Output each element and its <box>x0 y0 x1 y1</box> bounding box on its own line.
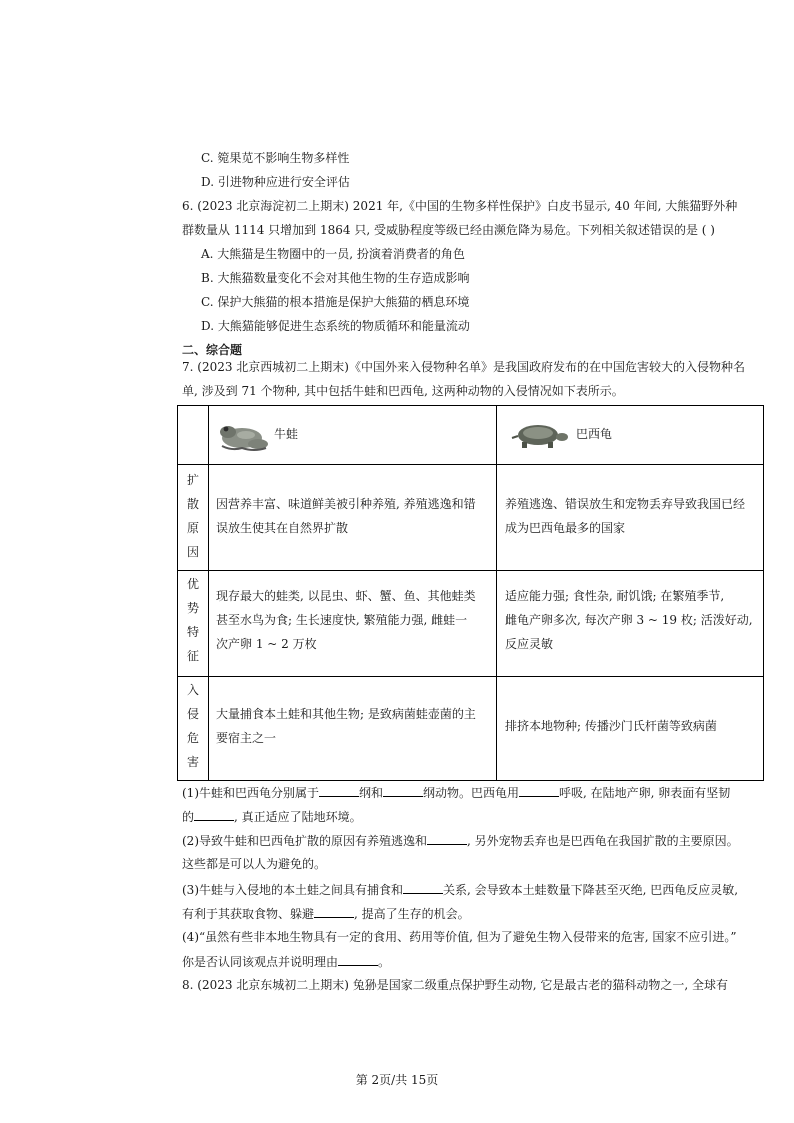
q7-sub1-line1: (1)牛蛙和巴西龟分别属于 纲和 纲动物。巴西龟用 呼吸, 在陆地产卵, 卵表面有坚韧 <box>182 786 731 800</box>
answer-blank[interactable] <box>319 784 359 797</box>
q7-sub2-line2: 这些都是可以人为避免的。 <box>182 857 327 871</box>
answer-blank[interactable] <box>338 953 378 966</box>
cell-turtle-spread: 养殖逃逸、错误放生和宠物丢弃导致我国已经 成为巴西龟最多的国家 <box>505 497 746 535</box>
table-divider <box>208 406 209 780</box>
answer-blank[interactable] <box>314 905 354 918</box>
row-label-spread-cause: 扩 散 原 因 <box>186 473 199 559</box>
row-label-advantage: 优 势 特 征 <box>186 577 199 663</box>
q6-stem-line2: 群数量从 1114 只增加到 1864 只, 受威胁程度等级已经由濒危降为易危。下列相关叙述错误的是 ( ) <box>182 223 715 237</box>
table-divider <box>178 464 763 465</box>
cell-bullfrog-harm: 大量捕食本土蛙和其他生物; 是致病菌蛙壶菌的主 要宿主之一 <box>216 707 476 745</box>
q6-option-d: D. 大熊猫能够促进生态系统的物质循环和能量流动 <box>201 319 470 333</box>
answer-blank[interactable] <box>427 832 467 845</box>
table-divider <box>496 406 497 780</box>
q5-option-d: D. 引进物种应进行安全评估 <box>201 175 350 189</box>
page-number: 第 2页/共 15页 <box>355 1073 439 1087</box>
table-divider <box>178 676 763 677</box>
answer-blank[interactable] <box>519 784 559 797</box>
q8-stem-line1: 8. (2023 北京东城初二上期末) 兔狲是国家二级重点保护野生动物, 它是最古老的猫科动物之一, 全球有 <box>182 978 729 992</box>
cell-bullfrog-advantage: 现存最大的蛙类, 以昆虫、虾、蟹、鱼、其他蛙类 甚至水鸟为食; 生长速度快, 繁殖能力强, 雌蛙一 次产卵 1 ~ 2 万枚 <box>216 589 476 651</box>
q7-sub3-line1: (3)牛蛙与入侵地的本土蛙之间具有捕食和 关系, 会导致本土蛙数量下降甚至灭绝, 巴西龟反应灵敏, <box>182 883 739 897</box>
table-divider <box>178 570 763 571</box>
q7-sub3-line2: 有利于其获取食物、躲避 , 提高了生存的机会。 <box>182 907 470 921</box>
turtle-image <box>508 418 570 460</box>
cell-turtle-advantage: 适应能力强; 食性杂, 耐饥饿; 在繁殖季节, 雌龟产卵多次, 每次产卵 3 ~ 19 枚; 活泼好动, 反应灵敏 <box>505 589 753 651</box>
q5-option-c: C. 箢果苋不影响生物多样性 <box>201 151 350 165</box>
q7-stem-line1: 7. (2023 北京西城初二上期末)《中国外来入侵物种名单》是我国政府发布的在中国危害较大的入侵物种名 <box>182 360 745 374</box>
cell-turtle-harm: 排挤本地物种; 传播沙门氏杆菌等致病菌 <box>505 719 717 733</box>
col-header-bullfrog: 牛蛙 <box>274 427 299 441</box>
q6-option-a: A. 大熊猫是生物圈中的一员, 扮演着消费者的角色 <box>201 247 465 261</box>
section-heading: 二、综合题 <box>182 343 243 357</box>
answer-blank[interactable] <box>403 881 443 894</box>
q7-sub2-line1: (2)导致牛蛙和巴西龟扩散的原因有养殖逃逸和 , 另外宠物丢弃也是巴西龟在我国扩散的主要原因。 <box>182 834 739 848</box>
bullfrog-image <box>218 418 270 460</box>
q7-stem-line2: 单, 涉及到 71 个物种, 其中包括牛蛙和巴西龟, 这两种动物的入侵情况如下表所示。 <box>182 384 624 398</box>
invasive-species-table <box>177 405 764 781</box>
cell-bullfrog-spread: 因营养丰富、味道鲜美被引种养殖, 养殖逃逸和错 误放生使其在自然界扩散 <box>216 497 476 535</box>
col-header-turtle: 巴西龟 <box>576 427 613 441</box>
q7-sub4-line1: (4)“虽然有些非本地生物具有一定的食用、药用等价值, 但为了避免生物入侵带来的危害, 国家不应引进。” <box>182 930 737 944</box>
q6-stem-line1: 6. (2023 北京海淀初二上期末) 2021 年,《中国的生物多样性保护》白皮书显示, 40 年间, 大熊猫野外种 <box>182 199 738 213</box>
answer-blank[interactable] <box>383 784 423 797</box>
q7-sub1-line2: 的 , 真正适应了陆地环境。 <box>182 810 362 824</box>
q6-option-b: B. 大熊猫数量变化不会对其他生物的生存造成影响 <box>201 271 470 285</box>
row-label-harm: 入 侵 危 害 <box>186 683 199 769</box>
q7-sub4-line2: 你是否认同该观点并说明理由 。 <box>182 955 391 969</box>
q6-option-c: C. 保护大熊猫的根本措施是保护大熊猫的栖息环境 <box>201 295 470 309</box>
answer-blank[interactable] <box>194 808 234 821</box>
